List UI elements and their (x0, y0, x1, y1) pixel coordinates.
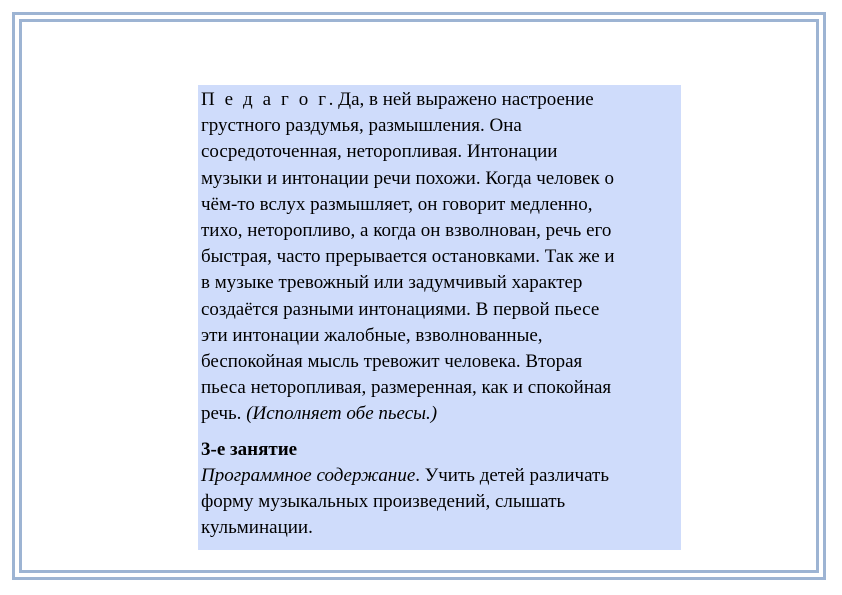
line-10: эти интонации жалобные, взволнованные, (201, 324, 543, 346)
line-1-text: Да, в ней выражено настроение (333, 89, 594, 110)
line-9: создаётся разными интонациями. В первой пьесе (201, 298, 600, 320)
line-1 (201, 87, 678, 113)
section-lesson (201, 437, 678, 542)
stage-direction: (Исполняет обе пьесы.) (246, 403, 438, 425)
section-line-3: кульминации. (201, 517, 313, 539)
paragraph-teacher (201, 87, 678, 428)
line-6: тихо, неторопливо, а когда он взволнован, речь его (201, 220, 612, 242)
line-3: сосредоточенная, неторопливая. Интонации (201, 141, 558, 163)
paragraph-gap (201, 428, 678, 437)
line-11: беспокойная мысль тревожит человека. Вторая (201, 351, 583, 373)
section-heading: 3-е занятие (201, 438, 298, 460)
speaker-name: П е д а г о г (201, 89, 329, 110)
line-7: быстрая, часто прерывается остановками. Так же и (201, 246, 615, 268)
program-content-label: Программное содержание (201, 464, 416, 486)
line-12: пьеса неторопливая, размеренная, как и спокойная (201, 377, 612, 399)
section-line-2: форму музыкальных произведений, слышать (201, 491, 566, 513)
section-line-1 (201, 463, 678, 489)
line-13 (201, 401, 678, 427)
text-block (198, 85, 681, 550)
line-13-text: речь. (201, 403, 247, 425)
speaker-punct: . (328, 89, 334, 110)
line-2: грустного раздумья, размышления. Она (201, 115, 522, 137)
line-4: музыки и интонации речи похожи. Когда человек о (201, 167, 614, 189)
section-line-1-text: . Учить детей различать (415, 464, 609, 486)
line-5: чём-то вслух размышляет, он говорит медленно, (201, 193, 593, 215)
line-8: в музыке тревожный или задумчивый характер (201, 272, 583, 294)
